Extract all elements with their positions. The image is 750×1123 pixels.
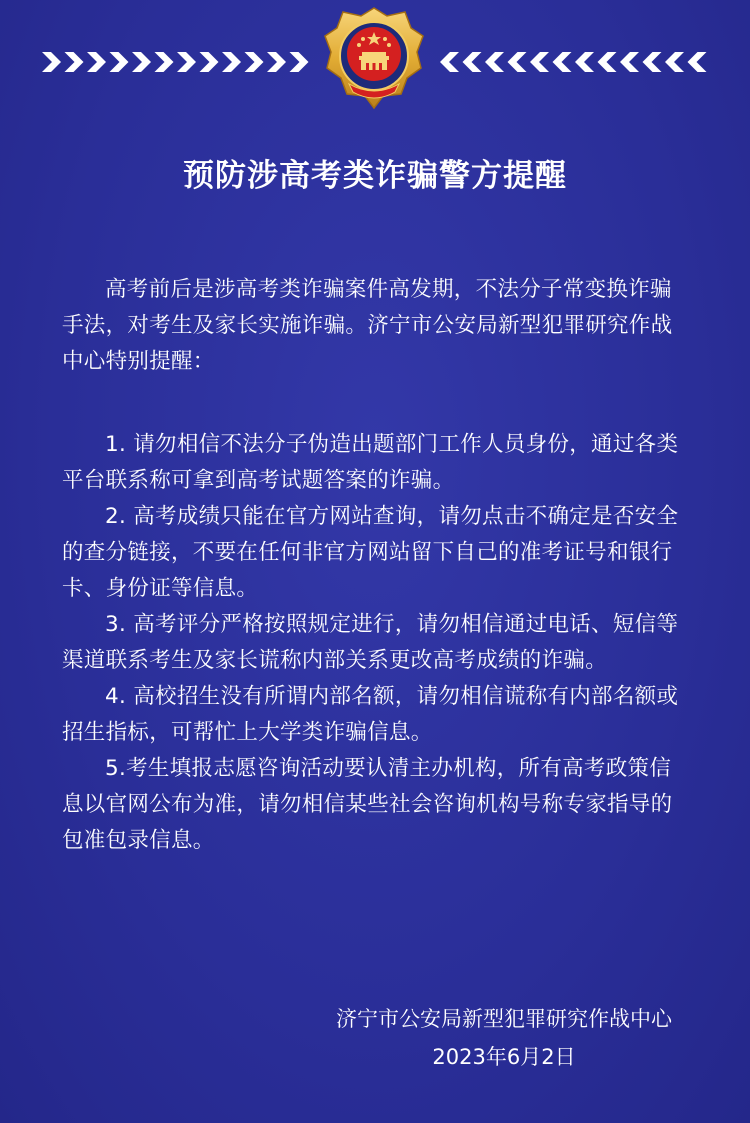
signature-org: 济宁市公安局新型犯罪研究作战中心	[336, 1007, 672, 1031]
chevron-icon	[177, 52, 196, 72]
intro-text: 高考前后是涉高考类诈骗案件高发期，不法分子常变换诈骗手法，对考生及家长实施诈骗。济宁市公安局新型犯罪研究作战中心特别提醒：	[62, 277, 673, 374]
chevron-icon	[267, 52, 286, 72]
chevron-icon	[245, 52, 264, 72]
list-item: 4. 高校招生没有所谓内部名额，请勿相信谎称有内部名额或招生指标，可帮忙上大学类诈骗信息。	[62, 684, 679, 745]
chevron-icon	[553, 52, 572, 72]
chevron-icon	[643, 52, 662, 72]
signature-date: 2023年6月2日	[432, 1045, 576, 1069]
chevron-icon	[222, 52, 241, 72]
header-banner	[0, 0, 750, 115]
chevron-icon	[200, 52, 219, 72]
chevron-icon	[665, 52, 684, 72]
signature-block	[336, 1000, 672, 1076]
chevron-icon	[530, 52, 549, 72]
chevron-icon	[688, 52, 707, 72]
chevron-icon	[42, 52, 61, 72]
list-item: 3. 高考评分严格按照规定进行，请勿相信通过电话、短信等渠道联系考生及家长谎称内部关系更改高考成绩的诈骗。	[62, 612, 679, 673]
list-item: 1. 请勿相信不法分子伪造出题部门工作人员身份，通过各类平台联系称可拿到高考试题答案的诈骗。	[62, 432, 679, 493]
chevron-icon	[110, 52, 129, 72]
chevron-icon	[485, 52, 504, 72]
chevron-icon	[155, 52, 174, 72]
chevron-icon	[87, 52, 106, 72]
chevron-icon	[620, 52, 639, 72]
chevron-icon	[132, 52, 151, 72]
reminder-list	[62, 427, 692, 859]
chevron-row-left-icon	[40, 50, 312, 74]
police-emblem-icon	[319, 6, 429, 110]
intro-paragraph	[62, 272, 692, 380]
chevron-icon	[508, 52, 527, 72]
list-item: 5.考生填报志愿咨询活动要认清主办机构，所有高考政策信息以官网公布为准，请勿相信某些社会咨询机构号称专家指导的包准包录信息。	[62, 756, 673, 853]
page-title: 预防涉高考类诈骗警方提醒	[183, 158, 567, 194]
chevron-row-right-icon	[438, 50, 710, 74]
chevron-icon	[463, 52, 482, 72]
chevron-icon	[65, 52, 84, 72]
chevron-icon	[598, 52, 617, 72]
chevron-icon	[290, 52, 309, 72]
list-item: 2. 高考成绩只能在官方网站查询，请勿点击不确定是否安全的查分链接，不要在任何非官方网站留下自己的准考证号和银行卡、身份证等信息。	[62, 504, 679, 601]
chevron-icon	[575, 52, 594, 72]
chevron-icon	[440, 52, 459, 72]
